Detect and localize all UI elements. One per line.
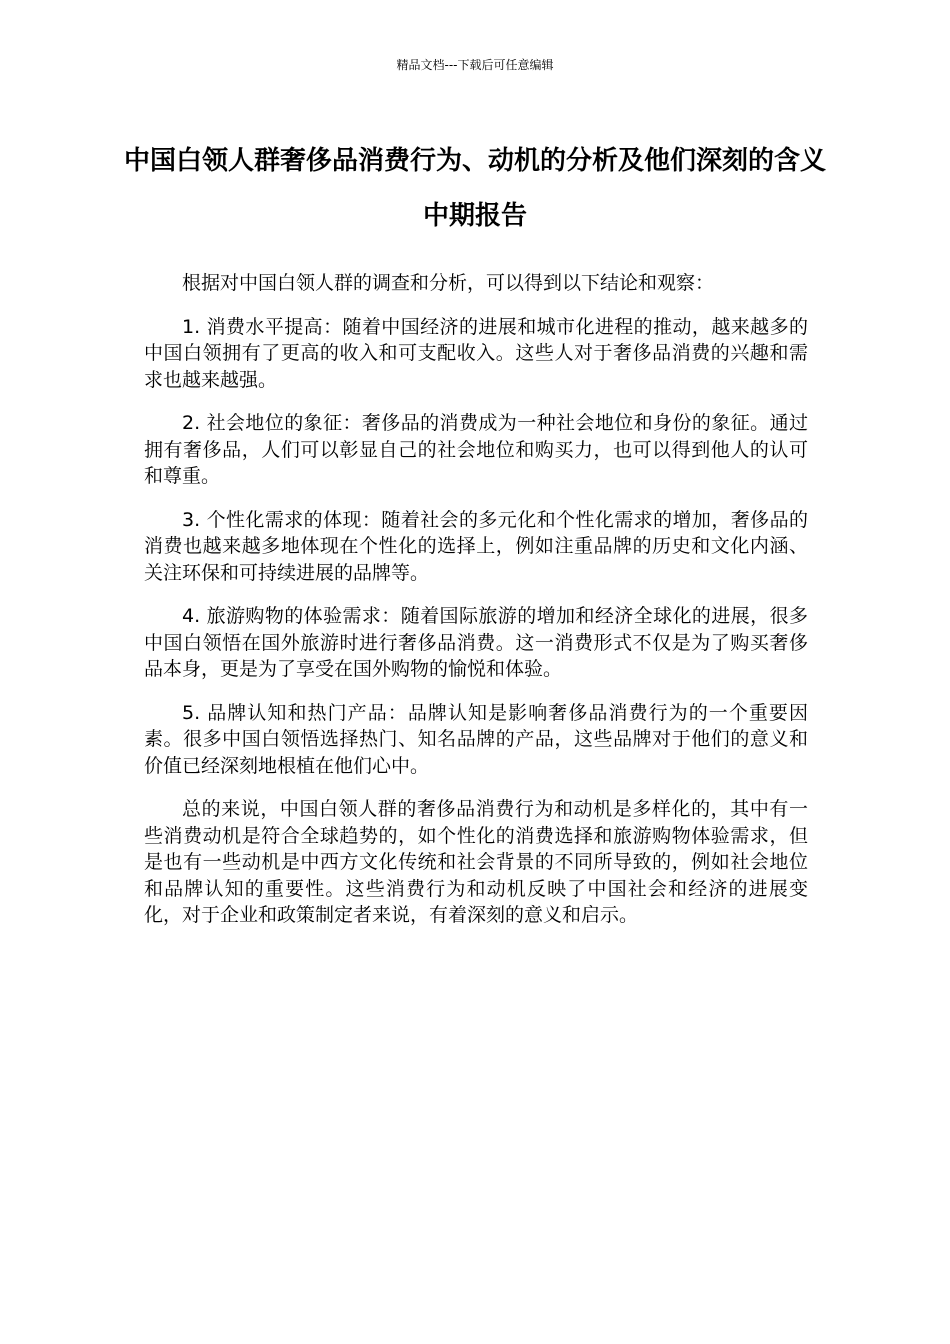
intro-paragraph: 根据对中国白领人群的调查和分析，可以得到以下结论和观察： [182,272,715,294]
point-1-paragraph: 1. 消费水平提高：随着中国经济的进展和城市化进程的推动，越来越多的中国白领拥有了更高的收入和可支配收入。这些人对于奢侈品消费的兴趣和需求也越来越强。 [144,315,808,391]
document-title: 中国白领人群奢侈品消费行为、动机的分析及他们深刻的含义中期报告 [123,146,826,231]
document-body [144,270,808,946]
point-3-paragraph: 3. 个性化需求的体现：随着社会的多元化和个性化需求的增加，奢侈品的消费也越来越多地体现在个性化的选择上，例如注重品牌的历史和文化内涵、关注环保和可持续进展的品牌等。 [144,508,808,584]
point-5-paragraph: 5. 品牌认知和热门产品：品牌认知是影响奢侈品消费行为的一个重要因素。很多中国白领悟选择热门、知名品牌的产品，这些品牌对于他们的意义和价值已经深刻地根植在他们心中。 [144,701,808,777]
point-4-paragraph: 4. 旅游购物的体验需求：随着国际旅游的增加和经济全球化的进展，很多中国白领悟在国外旅游时进行奢侈品消费。这一消费形式不仅是为了购买奢侈品本身，更是为了享受在国外购物的愉悦和体验。 [144,605,808,680]
conclusion-paragraph: 总的来说，中国白领人群的奢侈品消费行为和动机是多样化的，其中有一些消费动机是符合全球趋势的，如个性化的消费选择和旅游购物体验需求，但是也有一些动机是中西方文化传统和社会背景的不同所导致的，例如社会地位和品牌认知的重要性。这些消费行为和动机反映了中国社会和经济的进展变化，对于企业和政策制定者来说，有着深刻的意义和启示。 [144,798,808,926]
point-2-paragraph: 2. 社会地位的象征：奢侈品的消费成为一种社会地位和身份的象征。通过拥有奢侈品，人们可以彰显自己的社会地位和购买力，也可以得到他人的认可和尊重。 [144,412,808,487]
page-header-note: 精品文档---下载后可任意编辑 [396,58,554,72]
